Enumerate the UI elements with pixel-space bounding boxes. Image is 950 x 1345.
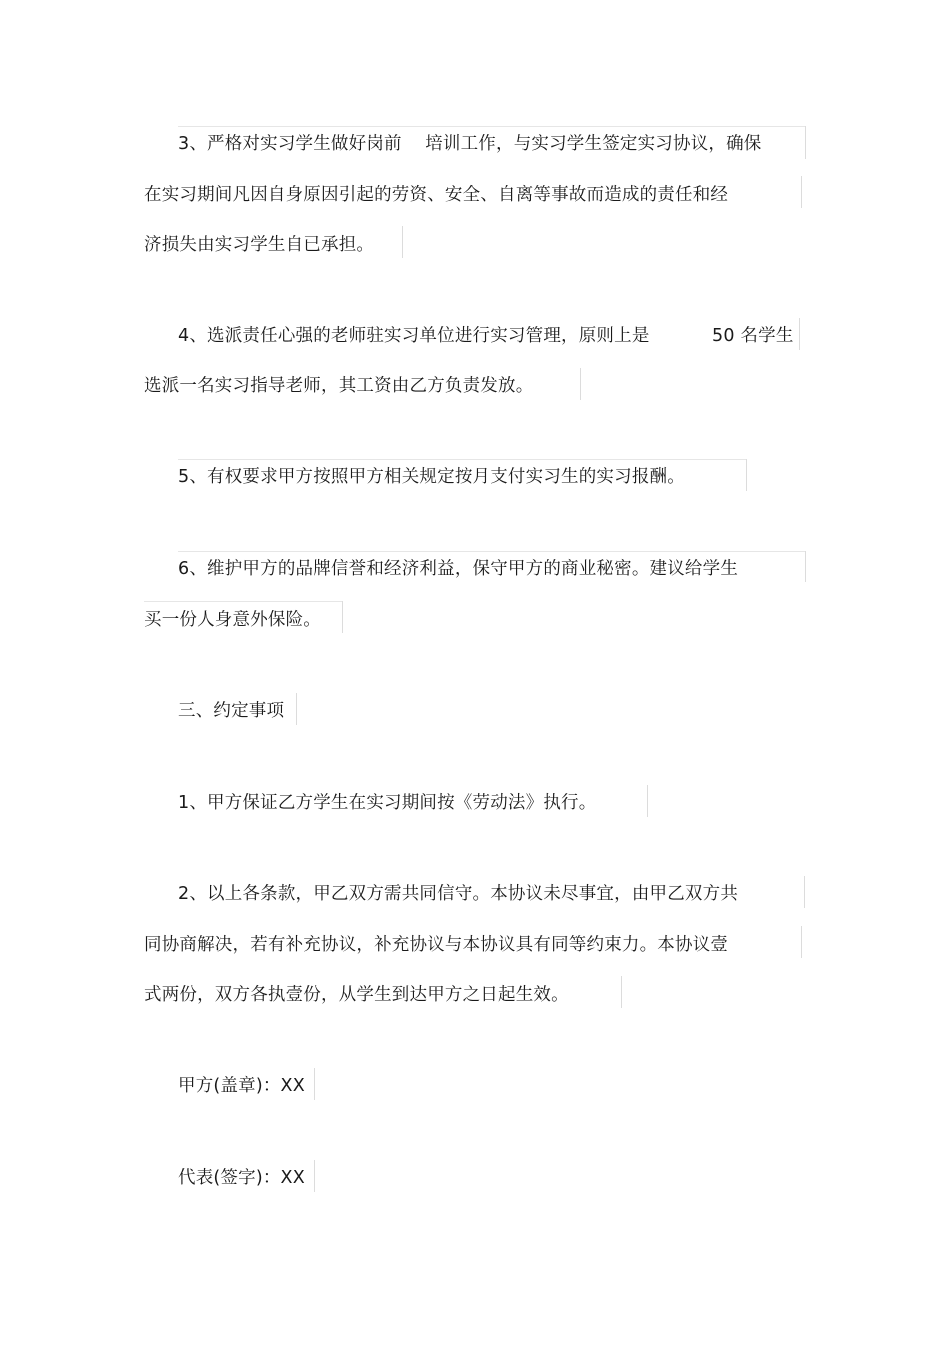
item-6-line-2: 买一份人身意外保险。	[144, 610, 321, 630]
table-rule	[799, 318, 800, 350]
table-rule	[296, 693, 297, 725]
representative-signature: 代表(签字)：XX	[178, 1168, 305, 1188]
section-heading-agreements: 三、约定事项	[178, 701, 285, 721]
item-6-line-1: 6、维护甲方的品牌信誉和经济利益，保守甲方的商业秘密。建议给学生	[178, 559, 739, 579]
agreement-1-line-1: 1、甲方保证乙方学生在实习期间按《劳动法》执行。	[178, 793, 597, 813]
party-a-seal: 甲方(盖章)：XX	[178, 1076, 305, 1096]
table-rule	[801, 926, 802, 958]
table-rule	[342, 601, 343, 633]
item-3-line-1: 3、严格对实习学生做好岗前 培训工作，与实习学生签定实习协议，确保	[178, 134, 762, 154]
table-rule	[805, 551, 806, 582]
item-4-line-2: 选派一名实习指导老师，其工资由乙方负责发放。	[144, 376, 534, 396]
table-rule	[580, 368, 581, 400]
item-4-line-1: 4、选派责任心强的老师驻实习单位进行实习管理，原则上是	[178, 326, 650, 346]
item-4-student-count: 50 名学生	[712, 326, 794, 346]
table-rule	[178, 126, 805, 127]
table-rule	[801, 176, 802, 208]
table-rule	[178, 459, 746, 460]
table-rule	[144, 601, 342, 602]
item-3-line-3: 济损失由实习学生自已承担。	[144, 235, 375, 255]
table-rule	[746, 459, 747, 491]
table-rule	[647, 785, 648, 817]
agreement-2-line-3: 式两份，双方各执壹份，从学生到达甲方之日起生效。	[144, 985, 569, 1005]
table-rule	[805, 126, 806, 159]
table-rule	[314, 1160, 315, 1192]
table-rule	[621, 976, 622, 1008]
table-rule	[178, 551, 805, 552]
item-3-line-2: 在实习期间凡因自身原因引起的劳资、安全、自离等事故而造成的责任和经	[144, 185, 729, 205]
agreement-2-line-2: 同协商解决，若有补充协议，补充协议与本协议具有同等约束力。本协议壹	[144, 935, 729, 955]
table-rule	[804, 876, 805, 908]
item-5-line-1: 5、有权要求甲方按照甲方相关规定按月支付实习生的实习报酬。	[178, 467, 685, 487]
agreement-2-line-1: 2、以上各条款，甲乙双方需共同信守。本协议未尽事宜，由甲乙双方共	[178, 884, 739, 904]
table-rule	[314, 1068, 315, 1100]
table-rule	[402, 226, 403, 258]
